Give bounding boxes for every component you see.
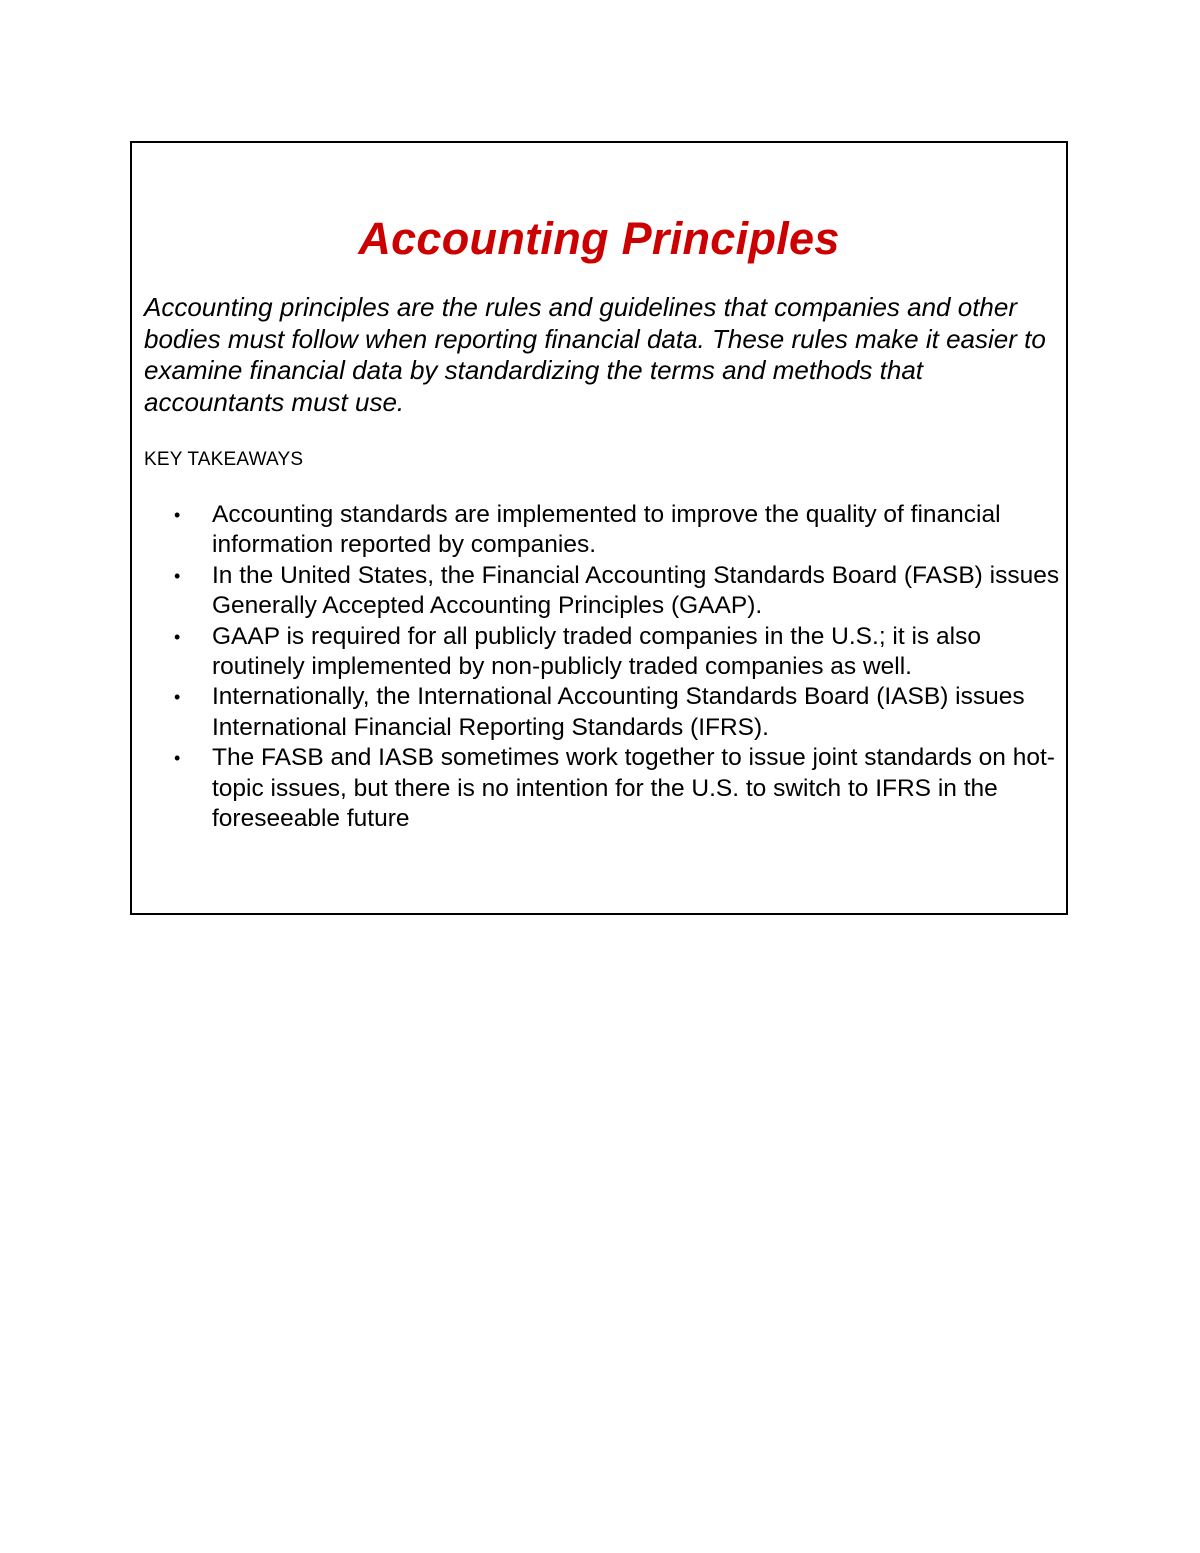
takeaway-item <box>174 561 1062 622</box>
intro-paragraph: Accounting principles are the rules and guidelines that companies and other bodies must follow when reporting financial data. These rules make it easier to examine financial data by standardizing the terms and methods that accountants must use. <box>144 292 1046 417</box>
slide-frame <box>130 141 1068 915</box>
key-takeaways-list <box>174 500 1062 834</box>
key-takeaways-heading: KEY TAKEAWAYS <box>144 449 304 470</box>
bullet-icon: • <box>174 565 181 586</box>
bullet-icon: • <box>174 505 181 525</box>
bullet-icon: • <box>174 748 181 769</box>
bullet-icon: • <box>174 687 181 708</box>
takeaway-text: The FASB and IASB sometimes work together to issue joint standards on hot-topic issues, but there is no intention for the U.S. to switch to IFRS in the foreseeable future <box>212 744 1055 833</box>
takeaway-item <box>174 682 1062 743</box>
takeaway-item <box>174 622 1062 683</box>
takeaway-item <box>174 743 1062 834</box>
bullet-icon: • <box>174 626 181 647</box>
slide-title: Accounting Principles <box>358 213 840 264</box>
takeaway-text: Internationally, the International Accounting Standards Board (IASB) issues International Financial Reporting Standards (IFRS). <box>212 683 1025 741</box>
takeaway-text: Accounting standards are implemented to improve the quality of financial information reported by companies. <box>212 501 1001 559</box>
takeaway-text: In the United States, the Financial Accounting Standards Board (FASB) issues Generally Accepted Accounting Principles (GAAP). <box>212 561 1060 620</box>
takeaway-text: GAAP is required for all publicly traded companies in the U.S.; it is also routinely implemented by non-publicly traded companies as well. <box>212 622 981 681</box>
takeaway-item <box>174 500 1062 561</box>
